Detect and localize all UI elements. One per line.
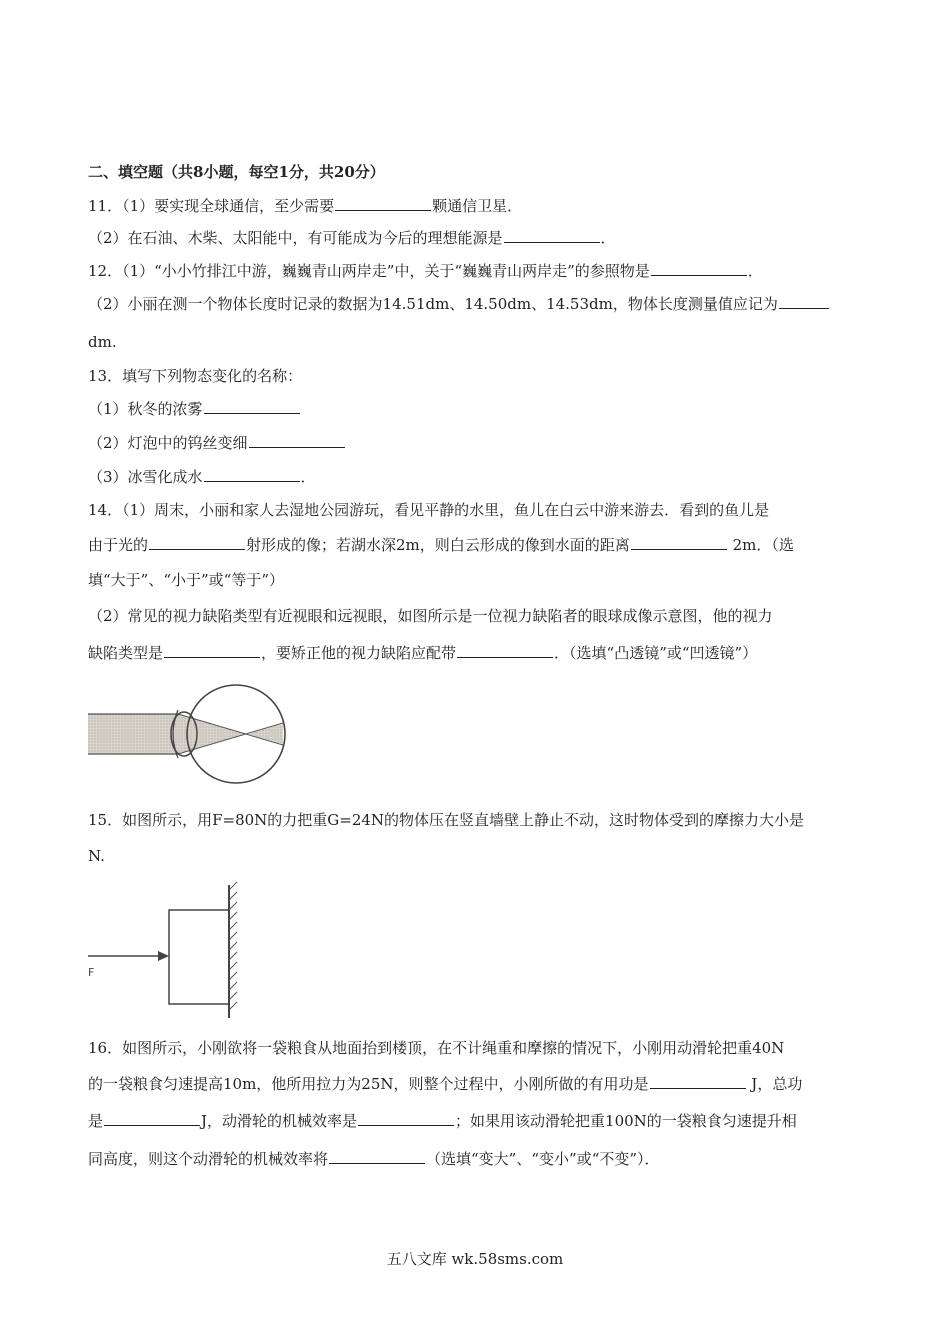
q13-i2-text: （2）灯泡中的钨丝变细 (88, 434, 248, 452)
q14-line2 (88, 535, 794, 555)
q12-p1-end: ． (747, 262, 763, 280)
q11-p2-end: ． (600, 229, 616, 247)
q12-part2 (88, 294, 830, 314)
q12-p1-text: 12．（1）“小小竹排江中游，巍巍青山两岸走”中，关于“巍巍青山两岸走”的参照物是 (88, 262, 650, 280)
section-title: 二、填空题（共8小题，每空1分，共20分） (88, 163, 385, 181)
q15-line2: N. (88, 847, 105, 865)
q16-l2-text-b: J，总功 (746, 1075, 803, 1093)
answer-blank[interactable] (651, 261, 747, 276)
arrow-head (158, 951, 169, 961)
q16-l4-text-a: 同高度，则这个动滑轮的机械效率将 (88, 1150, 329, 1168)
eye-diagram (88, 684, 288, 784)
q14-line4: （2）常见的视力缺陷类型有近视眼和远视眼，如图所示是一位视力缺陷者的眼球成像示意图，他的视力 (88, 607, 773, 625)
q11-part2 (88, 228, 616, 248)
answer-blank[interactable] (504, 228, 600, 243)
answer-blank[interactable] (650, 1074, 746, 1089)
answer-blank[interactable] (204, 467, 300, 482)
q12-part1 (88, 261, 763, 281)
q13-intro: 13．填写下列物态变化的名称： (88, 367, 303, 385)
answer-blank[interactable] (164, 643, 260, 658)
q16-l3-text-c: ；如果用该动滑轮把重100N的一袋粮食匀速提升相 (455, 1112, 797, 1130)
answer-blank[interactable] (335, 196, 431, 211)
q16-line4 (88, 1149, 660, 1169)
q13-item1 (88, 399, 301, 419)
q13-i3-end: ． (300, 468, 316, 486)
wall-block-diagram (86, 880, 246, 1020)
q16-l3-text-a: 是 (88, 1112, 104, 1130)
q16-l3-text-b: J，动滑轮的机械效率是 (201, 1112, 358, 1130)
q13-i3-text: （3）冰雪化成水 (88, 468, 203, 486)
q13-item2 (88, 433, 346, 453)
q14-line5 (88, 643, 757, 663)
q12-p2-text: （2）小丽在测一个物体长度时记录的数据为14.51dm、14.50dm、14.53dm，物体长度测量值应记为 (88, 295, 778, 313)
q13-i1-text: （1）秋冬的浓雾 (88, 400, 203, 418)
q14-l2-text-a: 由于光的 (88, 536, 149, 554)
q11-p1-end: 颗通信卫星． (432, 197, 523, 215)
q16-line2 (88, 1074, 802, 1094)
force-label: F (88, 966, 95, 979)
q16-line1: 16．如图所示，小刚欲将一袋粮食从地面抬到楼顶，在不计绳重和摩擦的情况下，小刚用动滑轮把重40N (88, 1039, 785, 1057)
answer-blank[interactable] (329, 1149, 425, 1164)
answer-blank[interactable] (779, 294, 829, 309)
q16-line3 (88, 1111, 797, 1131)
q16-l2-text-a: 的一袋粮食匀速提高10m，他所用拉力为25N，则整个过程中，小刚所做的有用功是 (88, 1075, 649, 1093)
q11-part1 (88, 196, 522, 216)
light-beam (88, 714, 178, 754)
answer-blank[interactable] (249, 433, 345, 448)
q16-l4-text-b: （选填“变大”、“变小”或“不变”）． (426, 1150, 660, 1168)
q15-line1: 15．如图所示，用F=80N的力把重G=24N的物体压在竖直墙壁上静止不动，这时物体受到的摩擦力大小是 (88, 811, 805, 829)
q14-l2-text-c: 2m．（选 (727, 536, 794, 554)
answer-blank[interactable] (457, 643, 553, 658)
wall-hatching (229, 882, 237, 1010)
q14-l2-text-b: 射形成的像；若湖水深2m，则白云形成的像到水面的距离 (246, 536, 630, 554)
diverging-beam (248, 724, 283, 744)
answer-blank[interactable] (358, 1111, 454, 1126)
q13-item3 (88, 467, 316, 487)
q14-l5-text-b: ，要矫正他的视力缺陷应配带 (261, 644, 457, 662)
answer-blank[interactable] (149, 535, 245, 550)
q14-l5-text-a: 缺陷类型是 (88, 644, 164, 662)
footer-watermark: 五八文库 wk.58sms.com (386, 1250, 564, 1268)
q11-p2-text: （2）在石油、木柴、太阳能中，有可能成为今后的理想能源是 (88, 229, 503, 247)
q14-l5-text-c: ．（选填“凸透镜”或“凹透镜”） (554, 644, 758, 662)
answer-blank[interactable] (631, 535, 727, 550)
block (169, 910, 229, 1004)
q14-line1: 14．（1）周末，小丽和家人去湿地公园游玩，看见平静的水里，鱼儿在白云中游来游去．看到的鱼儿是 (88, 501, 770, 519)
q14-line3: 填“大于”、“小于”或“等于”） (88, 571, 285, 589)
answer-blank[interactable] (204, 399, 300, 414)
q12-unit: dm. (88, 333, 117, 351)
q11-p1-text: 11．（1）要实现全球通信，至少需要 (88, 197, 335, 215)
answer-blank[interactable] (104, 1111, 200, 1126)
